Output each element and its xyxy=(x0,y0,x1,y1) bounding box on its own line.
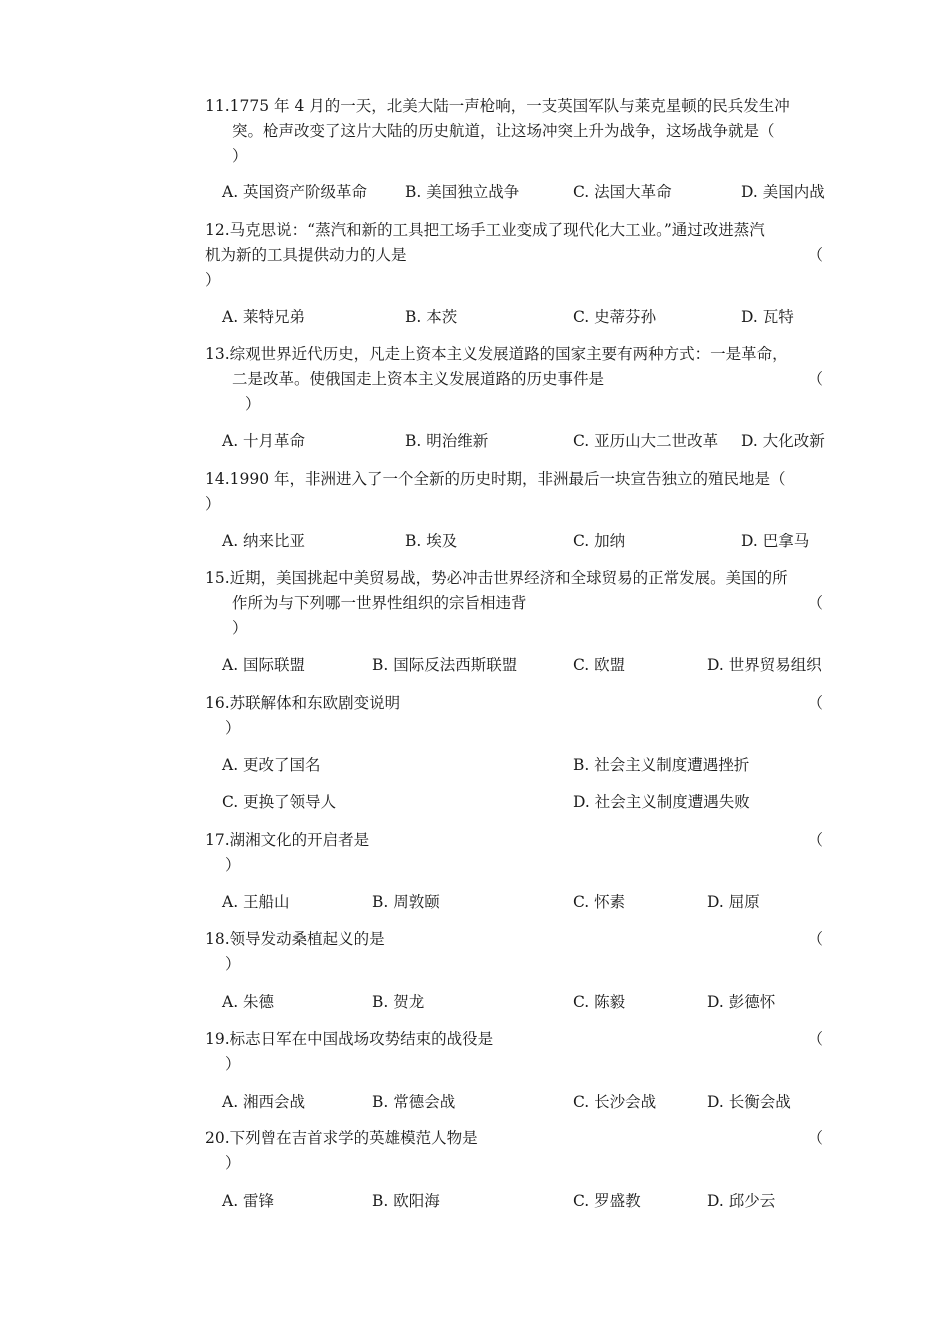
question-stem-line: 机为新的工具提供动力的人是 xyxy=(205,246,407,264)
option-d[interactable]: D. 美国内战 xyxy=(741,183,825,201)
option-b[interactable]: B. 社会主义制度遭遇挫折 xyxy=(573,756,750,774)
question-stem-line: 11.1775 年 4 月的一天，北美大陆一声枪响，一支英国军队与莱克星顿的民兵发生冲 xyxy=(205,97,790,115)
question-stem-line: 16.苏联解体和东欧剧变说明 xyxy=(205,694,401,712)
option-d[interactable]: D. 巴拿马 xyxy=(741,532,810,550)
option-a[interactable]: A. 雷锋 xyxy=(222,1192,275,1210)
question-answer-bracket-close: ） xyxy=(225,719,241,737)
question-stem-line: 14.1990 年，非洲进入了一个全新的历史时期，非洲最后一块宣告独立的殖民地是（ xyxy=(205,470,786,488)
option-a[interactable]: A. 更改了国名 xyxy=(222,756,321,774)
question-answer-bracket-close: ） xyxy=(225,1055,241,1073)
question-stem-line: 15.近期，美国挑起中美贸易战，势必冲击世界经济和全球贸易的正常发展。美国的所 xyxy=(205,569,788,587)
option-c[interactable]: C. 更换了领导人 xyxy=(222,793,337,811)
question-answer-bracket-close: ） xyxy=(225,955,241,973)
question-stem-line: 18.领导发动桑植起义的是 xyxy=(205,930,385,948)
question-answer-bracket-open: （ xyxy=(807,1129,823,1147)
option-c[interactable]: C. 亚历山大二世改革 xyxy=(573,432,719,450)
option-a[interactable]: A. 王船山 xyxy=(222,893,290,911)
option-a[interactable]: A. 莱特兄弟 xyxy=(222,308,306,326)
question-answer-bracket-close: ） xyxy=(225,1154,241,1172)
option-c[interactable]: C. 长沙会战 xyxy=(573,1093,657,1111)
question-stem-line: 20.下列曾在吉首求学的英雄模范人物是 xyxy=(205,1129,478,1147)
option-c[interactable]: C. 史蒂芬孙 xyxy=(573,308,657,326)
option-d[interactable]: D. 大化改新 xyxy=(741,432,825,450)
option-b[interactable]: B. 国际反法西斯联盟 xyxy=(372,656,518,674)
question-answer-bracket-close: ） xyxy=(245,395,261,413)
question-answer-bracket-open: （ xyxy=(807,370,823,388)
option-d[interactable]: D. 彭德怀 xyxy=(707,993,776,1011)
option-c[interactable]: C. 罗盛教 xyxy=(573,1192,641,1210)
question-stem-line: 13.综观世界近代历史，凡走上资本主义发展道路的国家主要有两种方式：一是革命， xyxy=(205,345,788,363)
option-c[interactable]: C. 法国大革命 xyxy=(573,183,672,201)
question-answer-bracket-close: ） xyxy=(205,271,221,289)
option-d[interactable]: D. 世界贸易组织 xyxy=(707,656,822,674)
option-d[interactable]: D. 长衡会战 xyxy=(707,1093,791,1111)
question-stem-line: 17.湖湘文化的开启者是 xyxy=(205,831,370,849)
question-answer-bracket-open: （ xyxy=(807,1030,823,1048)
option-a[interactable]: A. 英国资产阶级革命 xyxy=(222,183,368,201)
option-d[interactable]: D. 社会主义制度遭遇失败 xyxy=(573,793,750,811)
question-answer-bracket: ） xyxy=(232,147,248,165)
option-c[interactable]: C. 加纳 xyxy=(573,532,626,550)
option-b[interactable]: B. 明治维新 xyxy=(405,432,489,450)
option-a[interactable]: A. 国际联盟 xyxy=(222,656,306,674)
option-b[interactable]: B. 常德会战 xyxy=(372,1093,456,1111)
option-a[interactable]: A. 纳来比亚 xyxy=(222,532,306,550)
question-answer-bracket-open: （ xyxy=(807,246,823,264)
question-stem-line: 19.标志日军在中国战场攻势结束的战役是 xyxy=(205,1030,494,1048)
option-b[interactable]: B. 周敦颐 xyxy=(372,893,440,911)
question-stem-line: 二是改革。使俄国走上资本主义发展道路的历史事件是 xyxy=(232,370,605,388)
question-stem-line: 突。枪声改变了这片大陆的历史航道，让这场冲突上升为战争，这场战争就是（ xyxy=(232,122,775,140)
question-answer-bracket: ） xyxy=(205,495,221,513)
question-answer-bracket-open: （ xyxy=(807,930,823,948)
option-d[interactable]: D. 邱少云 xyxy=(707,1192,776,1210)
question-answer-bracket-open: （ xyxy=(807,594,823,612)
option-c[interactable]: C. 欧盟 xyxy=(573,656,626,674)
option-d[interactable]: D. 屈原 xyxy=(707,893,760,911)
option-a[interactable]: A. 湘西会战 xyxy=(222,1093,306,1111)
option-a[interactable]: A. 朱德 xyxy=(222,993,275,1011)
question-answer-bracket-open: （ xyxy=(807,694,823,712)
question-answer-bracket-close: ） xyxy=(225,856,241,874)
option-b[interactable]: B. 埃及 xyxy=(405,532,458,550)
question-answer-bracket-open: （ xyxy=(807,831,823,849)
option-b[interactable]: B. 本茨 xyxy=(405,308,458,326)
option-a[interactable]: A. 十月革命 xyxy=(222,432,306,450)
question-stem-line: 12.马克思说：“蒸汽和新的工具把工场手工业变成了现代化大工业。”通过改进蒸汽 xyxy=(205,221,765,239)
option-b[interactable]: B. 欧阳海 xyxy=(372,1192,440,1210)
question-stem-line: 作所为与下列哪一世界性组织的宗旨相违背 xyxy=(232,594,527,612)
option-c[interactable]: C. 怀素 xyxy=(573,893,626,911)
option-b[interactable]: B. 美国独立战争 xyxy=(405,183,520,201)
option-d[interactable]: D. 瓦特 xyxy=(741,308,794,326)
option-b[interactable]: B. 贺龙 xyxy=(372,993,425,1011)
option-c[interactable]: C. 陈毅 xyxy=(573,993,626,1011)
question-answer-bracket-close: ） xyxy=(232,619,248,637)
